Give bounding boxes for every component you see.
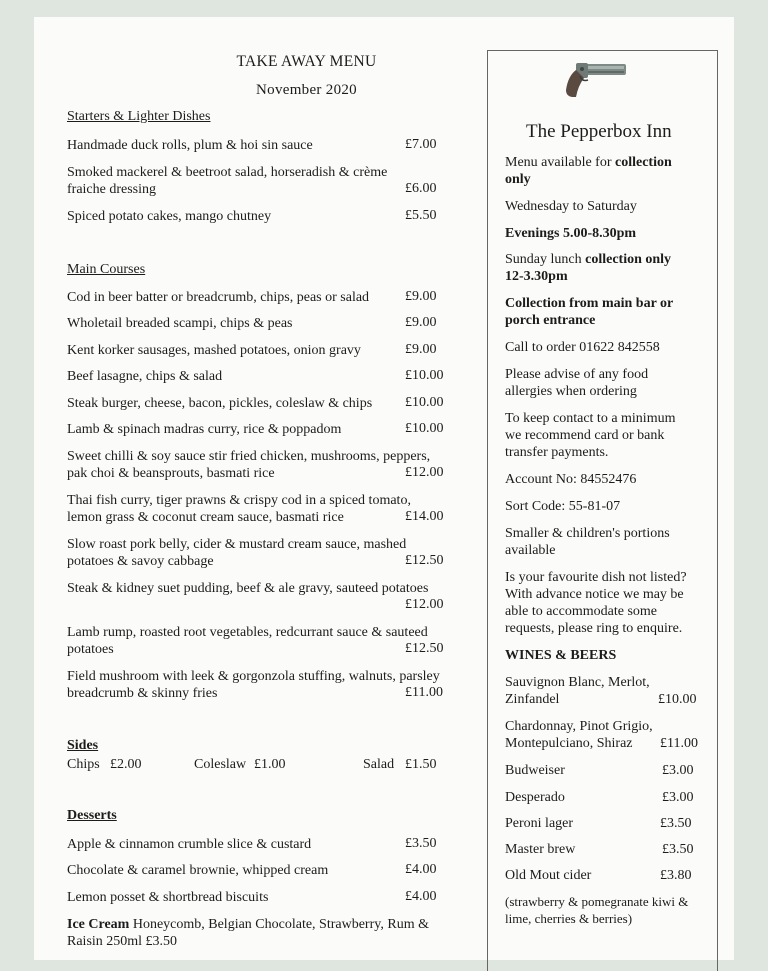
menu-item-line2: fraiche dressing bbox=[67, 182, 157, 197]
menu-item: Lamb rump, roasted root vegetables, redcurrant sauce & sauteed bbox=[67, 625, 428, 640]
mains-heading: Main Courses bbox=[67, 262, 146, 277]
drink-price: £3.50 bbox=[662, 842, 694, 857]
menu-item-price: £9.00 bbox=[405, 342, 437, 357]
drink-item: Desperado bbox=[505, 790, 565, 805]
drink-item: Peroni lager bbox=[505, 816, 574, 831]
menu-item: Apple & cinnamon crumble slice & custard bbox=[67, 837, 312, 852]
account-number: Account No: 84552476 bbox=[505, 472, 637, 487]
menu-item: Handmade duck rolls, plum & hoi sin sauce bbox=[67, 138, 313, 153]
menu-item-price: £12.50 bbox=[405, 553, 444, 568]
pistol-icon bbox=[560, 56, 650, 100]
availability-text: Menu available for collection only bbox=[505, 155, 672, 187]
menu-item-price: £7.00 bbox=[405, 137, 437, 152]
menu-item-price: £3.50 bbox=[405, 836, 437, 851]
menu-item-price: £6.00 bbox=[405, 181, 437, 196]
favourite-dish-note: Is your favourite dish not listed? With advance notice we may be able to accommodate some requests, please ring to enquire. bbox=[505, 570, 687, 636]
phone-number: Call to order 01622 842558 bbox=[505, 340, 660, 355]
evening-hours: Evenings 5.00-8.30pm bbox=[505, 226, 637, 241]
menu-item-price: £12.50 bbox=[405, 641, 444, 656]
drink-item: Chardonnay, Pinot Grigio, Montepulciano, Shiraz bbox=[505, 719, 653, 751]
menu-item: Steak burger, cheese, bacon, pickles, coleslaw & chips bbox=[67, 396, 373, 411]
menu-item-price: £5.50 bbox=[405, 208, 437, 223]
menu-item: Beef lasagne, chips & salad bbox=[67, 369, 223, 384]
menu-item-price: £12.00 bbox=[405, 465, 444, 480]
info-panel bbox=[487, 50, 718, 971]
drink-price: £3.80 bbox=[660, 868, 692, 883]
portions-note: Smaller & children's portions available bbox=[505, 526, 670, 558]
ice-cream-line1 bbox=[67, 916, 429, 933]
menu-item: Cod in beer batter or breadcrumb, chips, peas or salad bbox=[67, 290, 370, 305]
menu-item: Field mushroom with leek & gorgonzola stuffing, walnuts, parsley bbox=[67, 669, 440, 684]
menu-item-price: £4.00 bbox=[405, 889, 437, 904]
menu-item-price: £14.00 bbox=[405, 509, 444, 524]
menu-item: Slow roast pork belly, cider & mustard cream sauce, mashed bbox=[67, 537, 407, 552]
starters-heading: Starters & Lighter Dishes bbox=[67, 109, 211, 124]
drink-price: £3.00 bbox=[662, 790, 694, 805]
allergy-note: Please advise of any food allergies when ordering bbox=[505, 367, 649, 399]
menu-item-line2: potatoes & savoy cabbage bbox=[67, 554, 214, 569]
side-item-name: Coleslaw bbox=[194, 757, 247, 772]
sunday-hours: Sunday lunch collection only 12-3.30pm bbox=[505, 252, 672, 284]
menu-item-price: £4.00 bbox=[405, 862, 437, 877]
side-item-price: £1.50 bbox=[405, 757, 437, 772]
menu-item-line2: pak choi & beansprouts, basmati rice bbox=[67, 466, 275, 481]
collection-point: Collection from main bar or porch entrance bbox=[505, 296, 674, 328]
drink-price: £3.50 bbox=[660, 816, 692, 831]
menu-item-price: £9.00 bbox=[405, 289, 437, 304]
drink-item: Budweiser bbox=[505, 763, 565, 778]
menu-item-price: £11.00 bbox=[405, 685, 443, 700]
menu-date: November 2020 bbox=[256, 82, 357, 98]
wines-beers-heading: WINES & BEERS bbox=[505, 648, 617, 663]
menu-item-line2: lemon grass & coconut cream sauce, basmati rice bbox=[67, 510, 344, 525]
payment-note: To keep contact to a minimum we recommend card or bank transfer payments. bbox=[505, 411, 676, 460]
menu-item: Sweet chilli & soy sauce stir fried chicken, mushrooms, peppers, bbox=[67, 449, 431, 464]
ice-cream-flavours: Honeycomb, Belgian Chocolate, Strawberry, Rum & bbox=[132, 917, 429, 932]
side-item-price: £1.00 bbox=[254, 757, 286, 772]
menu-item: Chocolate & caramel brownie, whipped cream bbox=[67, 863, 329, 878]
menu-sheet bbox=[34, 17, 734, 960]
ice-cream-label: Ice Cream bbox=[67, 917, 130, 932]
drink-price: £10.00 bbox=[658, 692, 697, 707]
sides-heading: Sides bbox=[67, 738, 99, 753]
pub-name: The Pepperbox Inn bbox=[526, 121, 672, 142]
menu-item: Steak & kidney suet pudding, beef & ale gravy, sauteed potatoes bbox=[67, 581, 429, 596]
desserts-heading: Desserts bbox=[67, 808, 117, 823]
menu-item: Thai fish curry, tiger prawns & crispy cod in a spiced tomato, bbox=[67, 493, 411, 508]
menu-item: Wholetail breaded scampi, chips & peas bbox=[67, 316, 293, 331]
menu-title: TAKE AWAY MENU bbox=[236, 53, 377, 70]
menu-item: Spiced potato cakes, mango chutney bbox=[67, 209, 272, 224]
drink-price: £11.00 bbox=[660, 736, 698, 751]
sort-code: Sort Code: 55-81-07 bbox=[505, 499, 621, 514]
opening-days: Wednesday to Saturday bbox=[505, 199, 637, 214]
menu-item-price: £10.00 bbox=[405, 395, 444, 410]
menu-item-line2: potatoes bbox=[67, 642, 114, 657]
side-item-name: Salad bbox=[363, 757, 395, 772]
drink-item: Master brew bbox=[505, 842, 576, 857]
side-item-name: Chips bbox=[67, 757, 100, 772]
side-item-price: £2.00 bbox=[110, 757, 142, 772]
menu-item-price: £9.00 bbox=[405, 315, 437, 330]
drink-price: £3.00 bbox=[662, 763, 694, 778]
menu-item-price: £12.00 bbox=[405, 597, 444, 612]
menu-item-line2: breadcrumb & skinny fries bbox=[67, 686, 218, 701]
menu-item: Lamb & spinach madras curry, rice & poppadom bbox=[67, 422, 342, 437]
drink-item: Old Mout cider bbox=[505, 868, 592, 883]
menu-item: Smoked mackerel & beetroot salad, horseradish & crème bbox=[67, 165, 388, 180]
ice-cream-line2: Raisin 250ml £3.50 bbox=[67, 934, 178, 949]
menu-item-price: £10.00 bbox=[405, 368, 444, 383]
menu-item: Kent korker sausages, mashed potatoes, onion gravy bbox=[67, 343, 361, 358]
menu-item: Lemon posset & shortbread biscuits bbox=[67, 890, 269, 905]
drink-item: Sauvignon Blanc, Merlot, Zinfandel bbox=[505, 675, 650, 707]
cider-flavours-note: (strawberry & pomegranate kiwi & lime, cherries & berries) bbox=[505, 894, 689, 926]
menu-item-price: £10.00 bbox=[405, 421, 444, 436]
